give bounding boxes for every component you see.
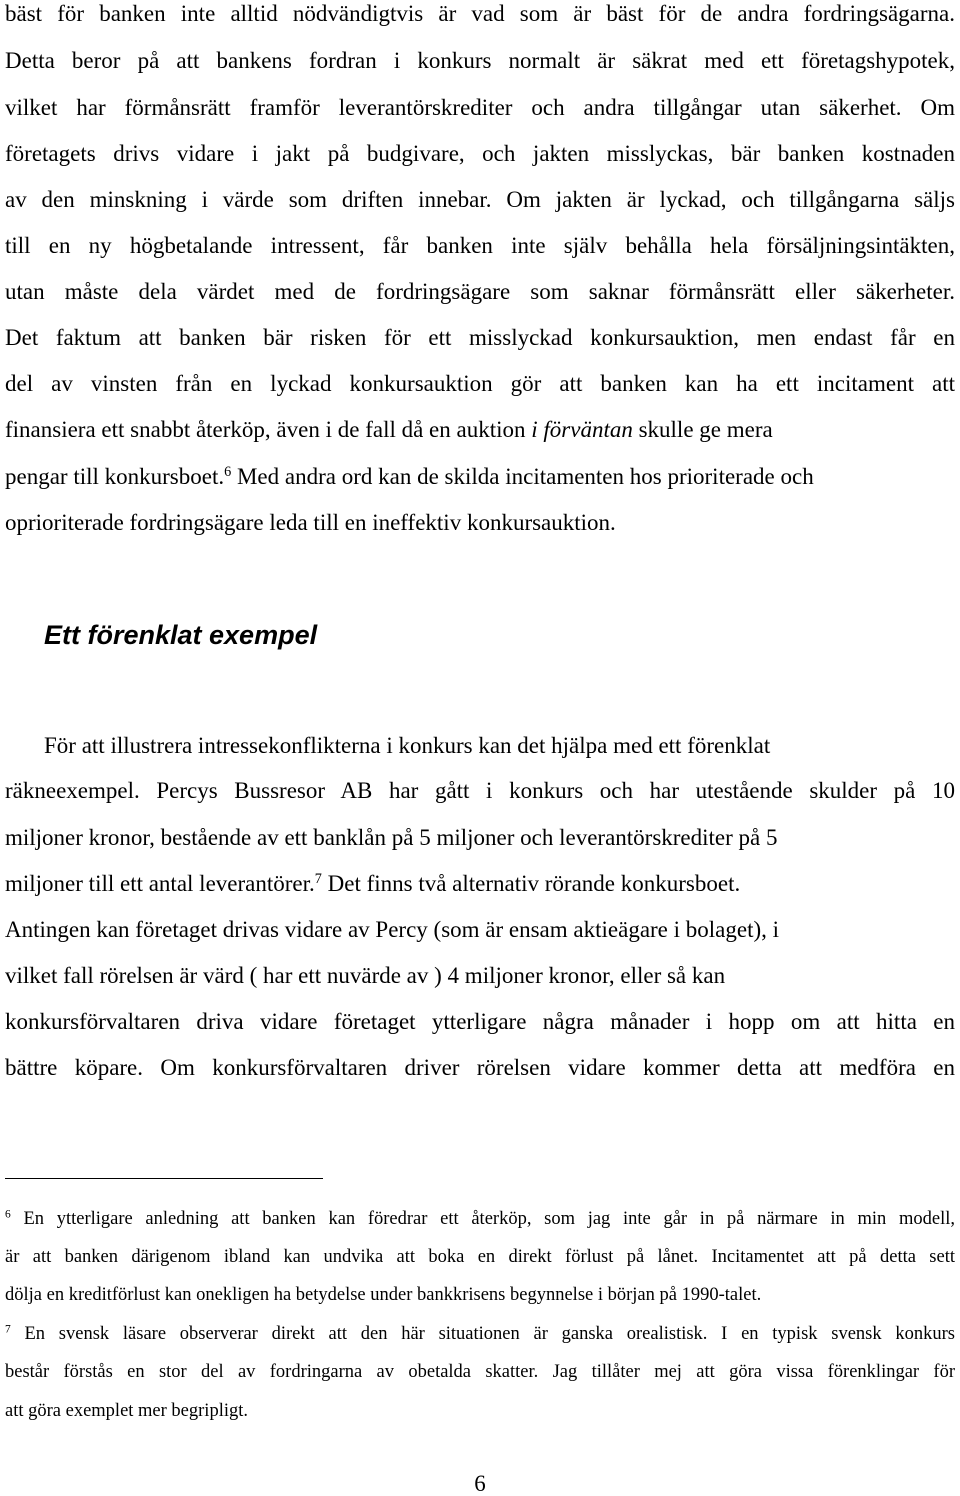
body-text: pengar till konkursboet. xyxy=(5,464,225,489)
footnote-number: 7 xyxy=(5,1323,11,1336)
body-line: till en ny högbetalande intressent, får banken inte själv behålla hela försäljningsintäkten, xyxy=(5,233,955,258)
body-text: finansiera ett snabbt återköp, även i de fall då en auktion xyxy=(5,417,532,442)
footnote-reference[interactable]: 6 xyxy=(224,464,232,481)
body-text: Med andra ord kan de skilda incitamenten hos prioriterade och xyxy=(231,464,814,489)
body-line: konkursförvaltaren driva vidare företaget ytterligare några månader i hopp om att hitta en xyxy=(5,1009,955,1034)
body-line: vilket har förmånsrätt framför leverantörskrediter och andra tillgångar utan säkerhet. Om xyxy=(5,95,955,120)
footnote-separator xyxy=(5,1178,323,1179)
body-line: vilket fall rörelsen är värd ( har ett nuvärde av ) 4 miljoner kronor, eller så kan xyxy=(5,963,726,988)
body-line xyxy=(5,418,773,441)
body-line: För att illustrera intressekonflikterna i konkurs kan det hjälpa med ett förenklat xyxy=(44,733,771,758)
section-heading: Ett förenklat exempel xyxy=(44,620,318,650)
body-line xyxy=(5,872,740,895)
footnote-line: att göra exemplet mer begripligt. xyxy=(5,1401,248,1421)
footnote-reference[interactable]: 7 xyxy=(314,871,322,888)
footnote-text: En ytterligare anledning att banken kan föredrar ett återköp, som jag inte går in på närmare in min modell, xyxy=(10,1209,955,1229)
page-number: 6 xyxy=(474,1471,486,1496)
body-line: bäst för banken inte alltid nödvändigtvis är vad som är bäst för de andra fordringsägarna. xyxy=(5,1,955,26)
body-line: bättre köpare. Om konkursförvaltaren driver rörelsen vidare kommer detta att medföra en xyxy=(5,1055,955,1080)
body-line: Detta beror på att bankens fordran i konkurs normalt är säkrat med ett företagshypotek, xyxy=(5,48,955,73)
body-text: Det finns två alternativ rörande konkursboet. xyxy=(321,871,741,896)
footnote-text: En svensk läsare observerar direkt att den här situationen är ganska orealistisk. I en typisk svensk konkurs xyxy=(10,1324,955,1344)
body-line: räkneexempel. Percys Bussresor AB har gått i konkurs och har utestående skulder på 10 xyxy=(5,778,955,803)
body-line: oprioriterade fordringsägare leda till en ineffektiv konkursauktion. xyxy=(5,510,616,535)
body-line: miljoner kronor, bestående av ett banklån på 5 miljoner och leverantörskrediter på 5 xyxy=(5,825,778,850)
body-line: företagets drivs vidare i jakt på budgivare, och jakten misslyckas, bär banken kostnaden xyxy=(5,141,955,166)
body-line: del av vinsten från en lyckad konkursauktion gör att banken kan ha ett incitament att xyxy=(5,371,955,396)
emphasized-text: i förväntan xyxy=(531,417,633,442)
footnote-line: består förstås en stor del av fordringarna av obetalda skatter. Jag tillåter mej att göra vissa förenklingar för xyxy=(5,1362,955,1382)
footnote-7 xyxy=(5,1325,955,1344)
body-text: skulle ge mera xyxy=(632,417,773,442)
footnote-line: är att banken därigenom ibland kan undvika att boka en direkt förlust på lånet. Incitamentet att på detta sett xyxy=(5,1247,955,1267)
footnote-line: dölja en kreditförlust kan onekligen ha betydelse under bankkrisens begynnelse i början på 1990-talet. xyxy=(5,1285,762,1305)
body-line xyxy=(5,465,814,488)
body-text: miljoner till ett antal leverantörer. xyxy=(5,871,315,896)
body-line: av den minskning i värde som driften innebar. Om jakten är lyckad, och tillgångarna säljs xyxy=(5,187,955,212)
body-line: Antingen kan företaget drivas vidare av Percy (som är ensam aktieägare i bolaget), i xyxy=(5,917,780,942)
footnote-6 xyxy=(5,1210,955,1229)
body-line: utan måste dela värdet med de fordringsägare som saknar förmånsrätt eller säkerheter. xyxy=(5,279,955,304)
footnote-number: 6 xyxy=(5,1208,11,1221)
body-line: Det faktum att banken bär risken för ett misslyckad konkursauktion, men endast får en xyxy=(5,325,955,350)
